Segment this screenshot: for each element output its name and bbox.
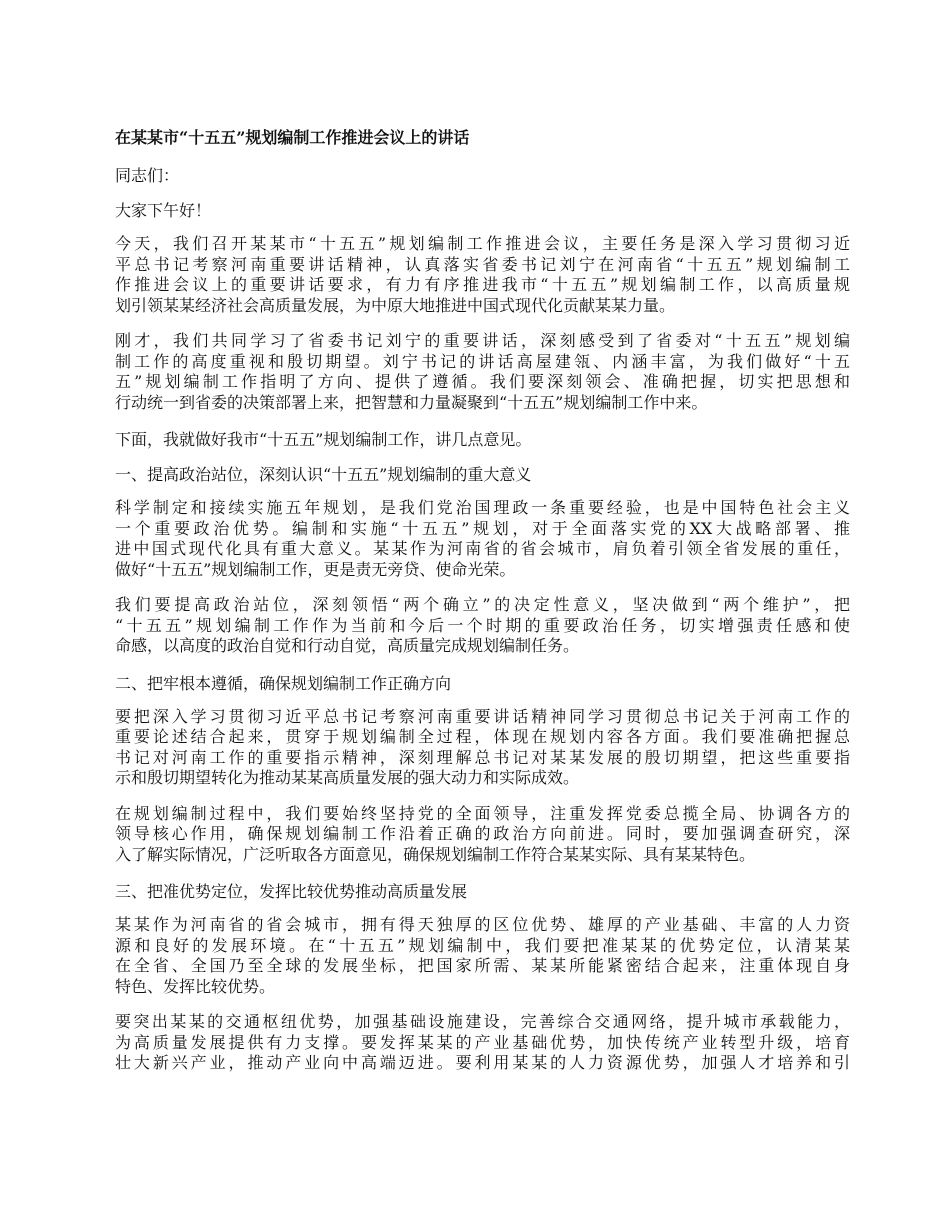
paragraph-line: 我们要提高政治站位，深刻领悟“两个确立”的决定性意义，坚决做到“两个维护”，把 <box>115 595 850 614</box>
paragraph-line: 某某作为河南省的省会城市，拥有得天独厚的区位优势、雄厚的产业基础、丰富的人力资 <box>115 915 850 934</box>
paragraph-line: 制工作的高度重视和殷切期望。刘宁书记的讲话高屋建瓴、内涵丰富，为我们做好“十五 <box>115 351 850 371</box>
paragraph-line: 行动统一到省委的决策部署上来，把智慧和力量凝聚到“十五五”规划编制工作中来。 <box>115 392 708 412</box>
paragraph-line: 书记对河南工作的重要指示精神，深刻理解总书记对某某发展的殷切期望，把这些重要指 <box>115 747 850 767</box>
paragraph-1 <box>115 234 850 316</box>
paragraph-line: 重要论述结合起来，贯穿于规划编制全过程，体现在规划内容各方面。我们要准确把握总 <box>115 727 850 746</box>
document-page <box>115 126 850 1089</box>
paragraph-7 <box>115 915 850 997</box>
paragraph-4 <box>115 595 850 657</box>
section-heading-3: 三、把准优势定位，发挥比较优势推动高质量发展 <box>115 882 468 901</box>
paragraph-line: 平总书记考察河南重要讲话精神，认真落实省委书记刘宁在河南省“十五五”规划编制工 <box>115 254 850 274</box>
paragraph-3 <box>115 498 850 580</box>
paragraph-line: 进中国式现代化具有重大意义。某某作为河南省的省会城市，肩负着引领全省发展的重任， <box>115 539 850 558</box>
paragraph-line: “十五五”规划编制工作作为当前和今后一个时期的重要政治任务，切实增强责任感和使 <box>115 615 850 635</box>
paragraph-line: 做好“十五五”规划编制工作，更是责无旁贷、使命光荣。 <box>115 559 516 579</box>
paragraph-line: 划引领某某经济社会高质量发展，为中原大地推进中国式现代化贡献某某力量。 <box>115 295 676 315</box>
paragraph-line: 在全省、全国乃至全球的发展坐标，把国家所需、某某所能紧密结合起来，注重体现自身 <box>115 956 850 975</box>
section-heading-2: 二、把牢根本遵循，确保规划编制工作正确方向 <box>115 673 452 693</box>
paragraph-line: 示和殷切期望转化为推动某某高质量发展的强大动力和实际成效。 <box>115 768 580 787</box>
document-title: 在某某市“十五五”规划编制工作推进会议上的讲话 <box>115 128 470 147</box>
paragraph-line: 领导核心作用，确保规划编制工作沿着正确的政治方向前进。同时，要加强调查研究，深 <box>115 824 850 843</box>
paragraph-line: 科学制定和接续实施五年规划，是我们党治国理政一条重要经验，也是中国特色社会主义 <box>115 498 850 517</box>
paragraph-line: 特色、发挥比较优势。 <box>115 976 276 996</box>
paragraph-line: 入了解实际情况，广泛听取各方面意见，确保规划编制工作符合某某实际、具有某某特色。 <box>115 844 756 864</box>
intro-sentence: 下面，我就做好我市“十五五”规划编制工作，讲几点意见。 <box>115 430 532 449</box>
greeting: 大家下午好！ <box>115 201 212 220</box>
paragraph-line: 刚才，我们共同学习了省委书记刘宁的重要讲话，深刻感受到了省委对“十五五”规划编 <box>115 331 850 350</box>
paragraph-line: 要突出某某的交通枢纽优势，加强基础设施建设，完善综合交通网络，提升城市承载能力， <box>115 1012 850 1031</box>
paragraph-line: 要把深入学习贯彻习近平总书记考察河南重要讲话精神同学习贯彻总书记关于河南工作的 <box>115 706 850 726</box>
paragraph-line: 为高质量发展提供有力支撑。要发挥某某的产业基础优势，加快传统产业转型升级，培育 <box>115 1032 850 1052</box>
paragraph-line: 命感，以高度的政治自觉和行动自觉，高质量完成规划编制任务。 <box>115 636 580 655</box>
paragraph-line: 作推进会议上的重要讲话要求，有力有序推进我市“十五五”规划编制工作，以高质量规 <box>115 275 850 294</box>
paragraph-line: 壮大新兴产业，推动产业向中高端迈进。要利用某某的人力资源优势，加强人才培养和引 <box>115 1053 850 1072</box>
paragraph-line: 一个重要政治优势。编制和实施“十五五”规划，对于全面落实党的XX大战略部署、推 <box>115 518 850 538</box>
paragraph-2 <box>115 331 850 413</box>
paragraph-line: 在规划编制过程中，我们要始终坚持党的全面领导，注重发挥党委总揽全局、协调各方的 <box>115 803 850 823</box>
paragraph-8 <box>115 1012 850 1074</box>
section-heading-1: 一、提高政治站位，深刻认识“十五五”规划编制的重大意义 <box>115 465 532 484</box>
paragraph-5 <box>115 707 850 789</box>
paragraph-6 <box>115 804 850 866</box>
salutation: 同志们： <box>115 166 180 185</box>
paragraph-line: 源和良好的发展环境。在“十五五”规划编制中，我们要把准某某的优势定位，认清某某 <box>115 935 850 955</box>
paragraph-line: 五”规划编制工作指明了方向、提供了遵循。我们要深刻领会、准确把握，切实把思想和 <box>115 372 850 391</box>
paragraph-line: 今天，我们召开某某市“十五五”规划编制工作推进会议，主要任务是深入学习贯彻习近 <box>115 234 850 253</box>
